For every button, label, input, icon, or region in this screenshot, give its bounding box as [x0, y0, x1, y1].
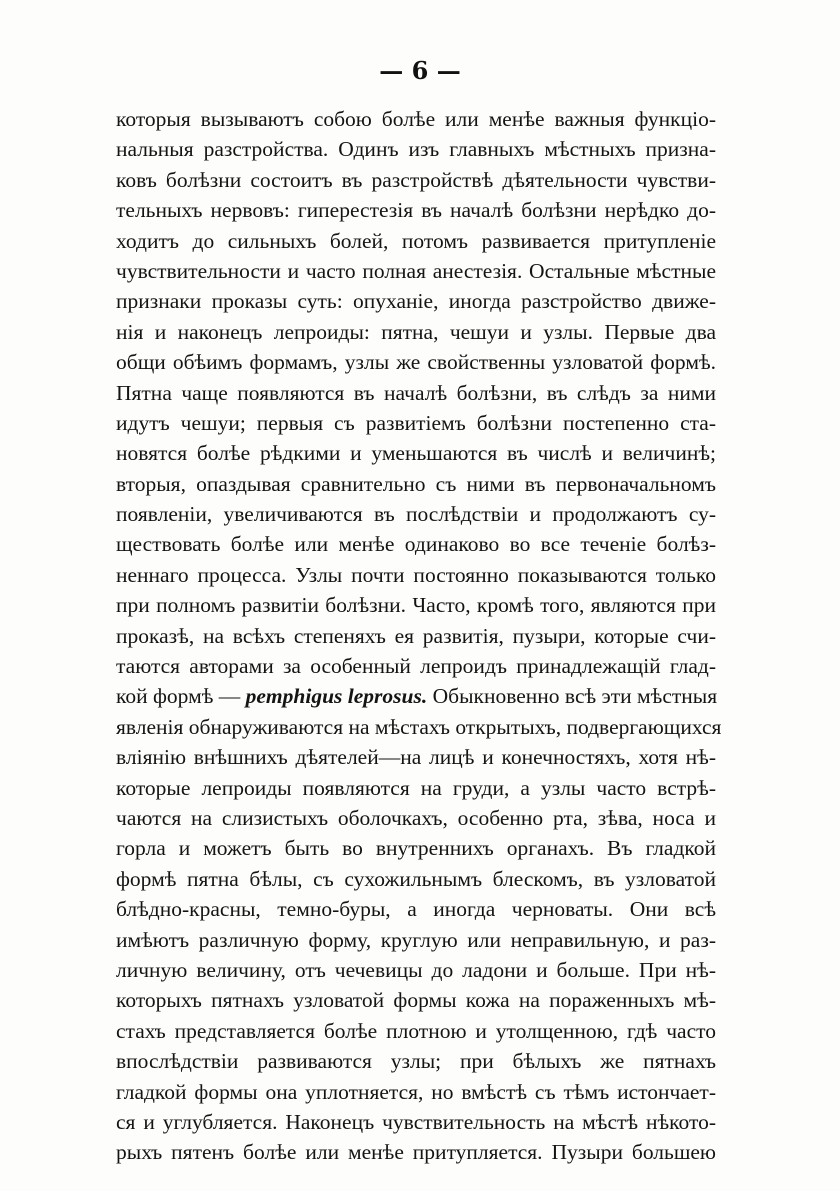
text-line: формѣ пятна бѣлы, съ сухожильнымъ блескомъ, въ узловатой: [116, 866, 716, 891]
text-line: таются авторами за особенный лепроидъ принадлежащій глад-: [116, 654, 716, 679]
text-line: ходитъ до сильныхъ болей, потомъ развивается притупленіе: [116, 228, 716, 253]
page-body-text: [116, 104, 722, 1168]
text-line: ковъ болѣзни состоитъ въ разстройствѣ дѣятельности чувстви-: [116, 167, 716, 192]
text-line: явленія обнаруживаются на мѣстахъ открытыхъ, подвергающихся: [116, 714, 722, 739]
text-line: которыхъ пятнахъ узловатой формы кожа на пораженныхъ мѣ-: [116, 988, 716, 1013]
text-line: общи обѣимъ формамъ, узлы же свойственны узловатой формѣ.: [116, 350, 716, 375]
text-line: появленіи, увеличиваются въ послѣдствіи и продолжаютъ су-: [116, 502, 716, 527]
text-line: проказѣ, на всѣхъ степеняхъ ея развитія, пузыри, которые счи-: [116, 623, 716, 648]
text-fragment: Обыкновенно всѣ эти мѣстныя: [427, 684, 718, 709]
text-line: вторыя, опаздывая сравнительно съ ними въ первоначальномъ: [116, 471, 716, 496]
text-line: нальныя разстройства. Одинъ изъ главныхъ мѣстныхъ призна-: [116, 137, 716, 162]
text-line: гладкой формы она уплотняется, но вмѣстѣ съ тѣмъ истончает-: [116, 1079, 716, 1104]
text-line: рыхъ пятенъ болѣе или менѣе притупляется. Пузыри большею: [116, 1140, 716, 1165]
text-line: имѣютъ различную форму, круглую или неправильную, и раз-: [116, 927, 716, 952]
text-line-emph: [116, 681, 716, 711]
text-line: которыя вызываютъ собою болѣе или менѣе важныя функціо-: [116, 107, 716, 131]
text-line: которые лепроиды появляются на груди, а узлы часто встрѣ-: [116, 775, 716, 800]
latin-term: pemphigus leprosus.: [245, 684, 428, 709]
text-line: новятся болѣе рѣдкими и уменьшаются въ числѣ и величинѣ;: [116, 441, 716, 466]
text-line: стахъ представляется болѣе плотною и утолщенною, гдѣ часто: [116, 1018, 716, 1043]
page-number: — 6 —: [379, 56, 461, 85]
text-line: признаки проказы суть: опуханіе, иногда разстройство движе-: [116, 289, 716, 314]
text-line: неннаго процесса. Узлы почти постоянно показываются только: [116, 562, 716, 587]
text-line: чаются на слизистыхъ оболочкахъ, особенно рта, зѣва, носа и: [116, 805, 716, 830]
text-line: ся и углубляется. Наконецъ чувствительность на мѣстѣ нѣкото-: [116, 1109, 716, 1134]
text-line: впослѣдствіи развиваются узлы; при бѣлыхъ же пятнахъ: [116, 1049, 716, 1074]
text-line: чувствительности и часто полная анестезія. Остальные мѣстные: [116, 258, 716, 283]
text-line: блѣдно-красны, темно-буры, а иногда черноваты. Они всѣ: [116, 897, 716, 922]
text-fragment: кой формѣ —: [116, 684, 246, 709]
text-line: вліянію внѣшнихъ дѣятелей—на лицѣ и конечностяхъ, хотя нѣ-: [116, 745, 716, 770]
text-line: идутъ чешуи; первыя съ развитіемъ болѣзни постепенно ста-: [116, 410, 716, 435]
text-line: личную величину, отъ чечевицы до ладони и больше. При нѣ-: [116, 957, 716, 982]
text-line: при полномъ развитіи болѣзни. Часто, кромѣ того, являются при: [116, 593, 716, 618]
text-line: горла и можетъ быть во внутреннихъ органахъ. Въ гладкой: [116, 836, 716, 861]
text-line: Пятна чаще появляются въ началѣ болѣзни, въ слѣдъ за ними: [116, 380, 716, 405]
text-line: тельныхъ нервовъ: гиперестезія въ началѣ болѣзни нерѣдко до-: [116, 198, 716, 223]
text-line: ществовать болѣе или менѣе одинаково во все теченіе болѣз-: [116, 532, 716, 557]
text-line: нія и наконецъ лепроиды: пятна, чешуи и узлы. Первые два: [116, 319, 716, 344]
